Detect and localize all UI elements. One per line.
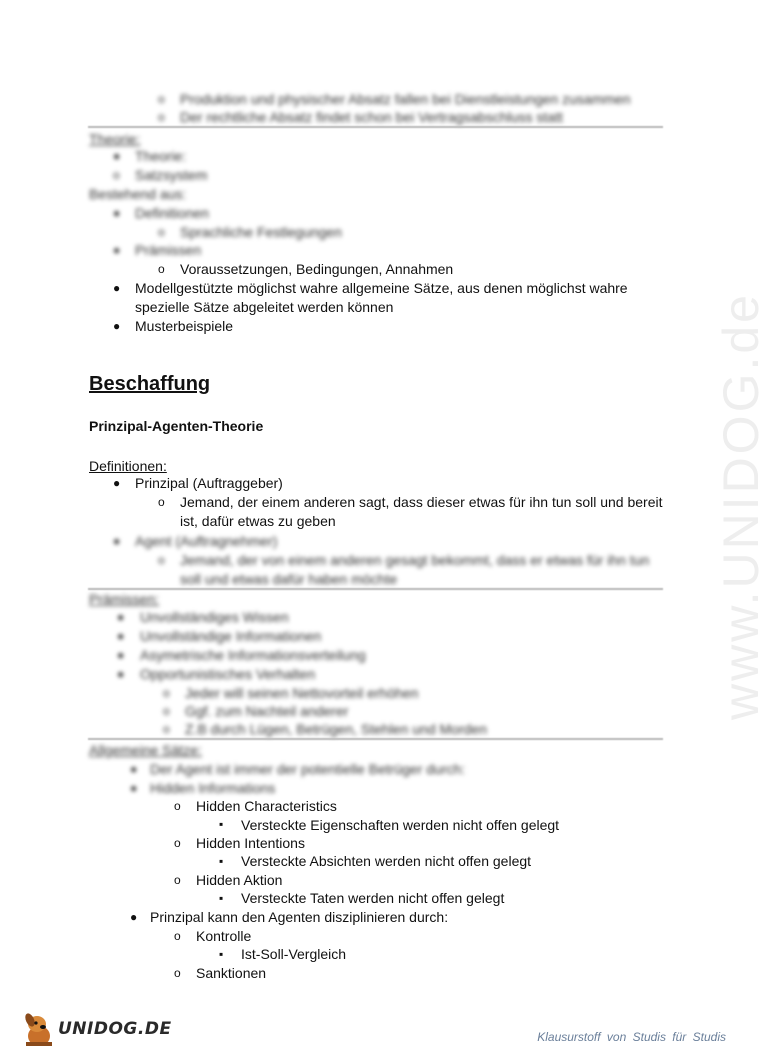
circle-bullet-icon: o bbox=[158, 262, 165, 276]
dog-icon bbox=[22, 1010, 56, 1048]
text-line: Kontrolle bbox=[196, 928, 252, 944]
circle-bullet-icon: o bbox=[174, 799, 181, 813]
bullet-icon: ● bbox=[113, 534, 121, 548]
bullet-icon: ● bbox=[113, 319, 121, 333]
text-line: Voraussetzungen, Bedingungen, Annahmen bbox=[180, 261, 454, 277]
circle-bullet-icon: o bbox=[163, 722, 170, 736]
text-line: Z.B durch Lügen, Betrügen, Stehlen und Morden bbox=[185, 721, 487, 737]
text-line: Versteckte Absichten werden nicht offen gelegt bbox=[241, 853, 532, 869]
circle-bullet-icon: o bbox=[113, 168, 120, 182]
text-line: Jemand, der von einem anderen gesagt bekommt, dass er etwas für ihn tun bbox=[180, 552, 650, 568]
circle-bullet-icon: o bbox=[174, 966, 181, 980]
text-line: Jemand, der einem anderen sagt, dass dieser etwas für ihn tun soll und bereit bbox=[180, 494, 663, 510]
text-line: Ggf. zum Nachteil anderer bbox=[185, 703, 349, 719]
bullet-icon: ● bbox=[117, 667, 125, 681]
text-line: Satzsystem bbox=[135, 167, 208, 183]
bullet-icon: ● bbox=[113, 476, 121, 490]
text-line: Versteckte Eigenschaften werden nicht offen gelegt bbox=[241, 817, 560, 833]
text-line: Definitionen bbox=[135, 205, 209, 221]
bullet-icon: ● bbox=[130, 910, 138, 924]
bullet-icon: ● bbox=[117, 629, 125, 643]
text-line: soll und etwas dafür haben möchte bbox=[180, 571, 398, 587]
divider bbox=[88, 126, 663, 128]
circle-bullet-icon: o bbox=[163, 704, 170, 718]
text-line: Jeder will seinen Nettovorteil erhöhen bbox=[185, 685, 419, 701]
text-line: ist, dafür etwas zu geben bbox=[180, 513, 336, 529]
text-line: Hidden Characteristics bbox=[196, 798, 337, 814]
text-line: Musterbeispiele bbox=[135, 318, 234, 334]
text-line: Der rechtliche Absatz findet schon bei Vertragsabschluss statt bbox=[180, 109, 563, 125]
bullet-icon: ● bbox=[130, 762, 138, 776]
circle-bullet-icon: o bbox=[174, 873, 181, 887]
circle-bullet-icon: o bbox=[158, 92, 165, 106]
text-line: Hidden Aktion bbox=[196, 872, 283, 888]
text-line: Asymetrische Informationsverteilung bbox=[140, 647, 366, 663]
text-line: Hidden Informations bbox=[150, 780, 276, 796]
text-line: Produktion und physischer Absatz fallen bei Dienstleistungen zusammen bbox=[180, 91, 631, 107]
text-line: Prämissen bbox=[135, 242, 202, 258]
section-heading: Beschaffung bbox=[89, 373, 211, 395]
divider bbox=[88, 738, 663, 740]
square-bullet-icon: ▪ bbox=[219, 891, 224, 905]
square-bullet-icon: ▪ bbox=[219, 817, 224, 831]
bullet-icon: ● bbox=[113, 243, 121, 257]
text-line: Ist-Soll-Vergleich bbox=[241, 946, 347, 962]
circle-bullet-icon: o bbox=[174, 836, 181, 850]
section-label: Definitionen: bbox=[89, 458, 167, 474]
text-line: Unvollständige Informationen bbox=[140, 628, 322, 644]
section-label: Prämissen: bbox=[89, 591, 160, 607]
text-line: Prinzipal kann den Agenten disziplinieren durch: bbox=[150, 909, 449, 925]
bullet-icon: ● bbox=[113, 149, 121, 163]
text-line: spezielle Sätze abgeleitet werden können bbox=[135, 299, 394, 315]
footer-tagline: Klausurstoff von Studis für Studis bbox=[537, 1030, 726, 1044]
text-line: Sanktionen bbox=[196, 965, 267, 981]
text-line: Modellgestützte möglichst wahre allgemeine Sätze, aus denen möglichst wahre bbox=[135, 280, 628, 296]
text-line: Opportunistisches Verhalten bbox=[140, 666, 316, 682]
text-line: Theorie: bbox=[135, 148, 187, 164]
circle-bullet-icon: o bbox=[158, 225, 165, 239]
bullet-icon: ● bbox=[117, 610, 125, 624]
circle-bullet-icon: o bbox=[158, 553, 165, 567]
text-line: Prinzipal (Auftraggeber) bbox=[135, 475, 283, 491]
logo-text: UNIDOG.DE bbox=[58, 1019, 172, 1039]
text-line: Der Agent ist immer der potentielle Betrüger durch: bbox=[150, 761, 466, 777]
circle-bullet-icon: o bbox=[158, 495, 165, 509]
text-line: Unvollständiges Wissen bbox=[140, 609, 289, 625]
circle-bullet-icon: o bbox=[174, 929, 181, 943]
square-bullet-icon: ▪ bbox=[219, 854, 224, 868]
footer-logo bbox=[22, 1010, 172, 1048]
text-line: Hidden Intentions bbox=[196, 835, 305, 851]
text-line: Sprachliche Festlegungen bbox=[180, 224, 342, 240]
text-line: Bestehend aus: bbox=[89, 186, 187, 202]
square-bullet-icon: ▪ bbox=[219, 947, 224, 961]
section-label: Theorie: bbox=[89, 131, 141, 147]
bullet-icon: ● bbox=[113, 206, 121, 220]
watermark-text: www.UNIDOG.de bbox=[713, 292, 769, 720]
section-label: Allgemeine Sätze: bbox=[89, 742, 202, 758]
divider bbox=[88, 588, 663, 590]
bullet-icon: ● bbox=[130, 781, 138, 795]
text-line: Versteckte Taten werden nicht offen gelegt bbox=[241, 890, 505, 906]
circle-bullet-icon: o bbox=[158, 110, 165, 124]
text-line: Agent (Auftragnehmer) bbox=[135, 533, 278, 549]
circle-bullet-icon: o bbox=[163, 686, 170, 700]
bullet-icon: ● bbox=[117, 648, 125, 662]
section-subheading: Prinzipal-Agenten-Theorie bbox=[89, 418, 264, 434]
bullet-icon: ● bbox=[113, 281, 121, 295]
